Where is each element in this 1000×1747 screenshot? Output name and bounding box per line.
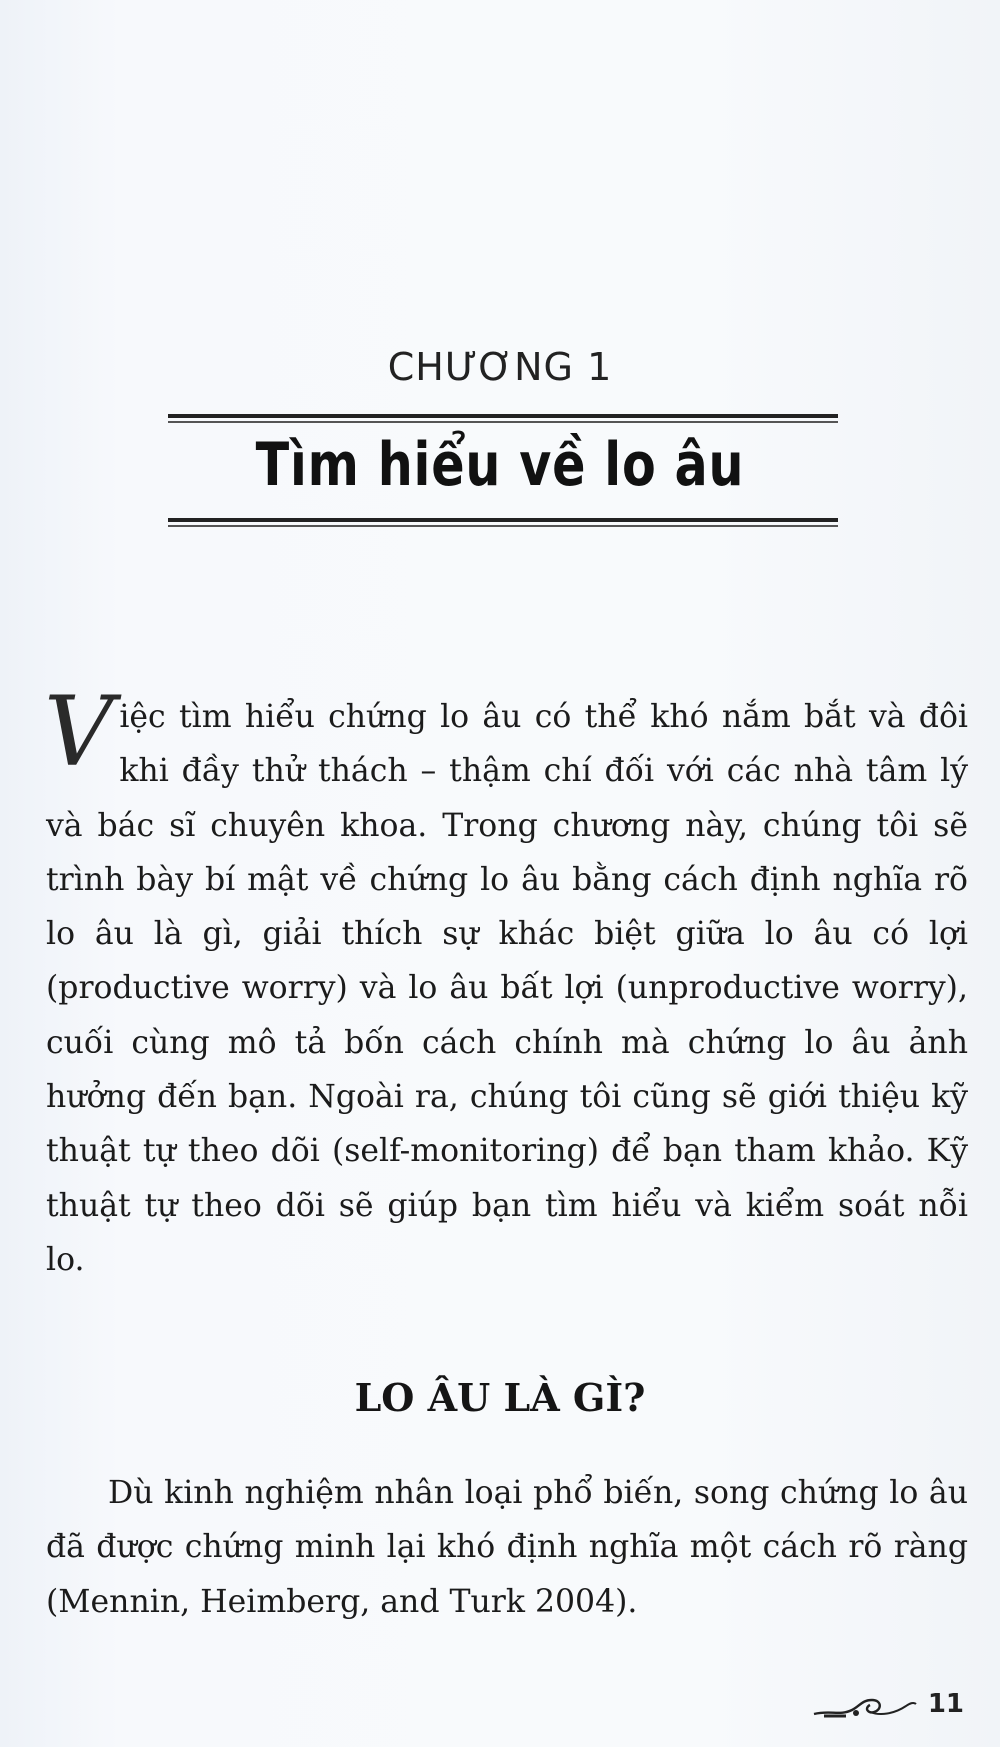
chapter-rule-bottom <box>168 518 838 522</box>
swirl-ornament-icon <box>810 1686 920 1722</box>
chapter-title: Tìm hiểu về lo âu <box>255 430 745 500</box>
page-footer <box>810 1686 964 1722</box>
chapter-label: CHƯƠNG 1 <box>387 345 613 389</box>
section-paragraph: Dù kinh nghiệm nhân loại phổ biến, song chứng lo âu đã được chứng minh lại khó định nghĩa một cách rõ ràng (Mennin, Heimberg, and Turk 2004). <box>46 1475 968 1620</box>
drop-cap: V <box>44 676 114 788</box>
chapter-rule-top <box>168 414 838 418</box>
page-number: 11 <box>927 1689 964 1719</box>
section-heading: LO ÂU LÀ GÌ? <box>354 1375 646 1420</box>
intro-paragraph <box>44 676 968 1287</box>
intro-paragraph-text: iệc tìm hiểu chứng lo âu có thể khó nắm bắt và đôi khi đầy thử thách – thậm chí đối với các nhà tâm lý và bác sĩ chuyên khoa. Trong chương này, chúng tôi sẽ trình bày bí mật về chứng lo âu bằng cách định nghĩa rõ lo âu là gì, giải thích sự khác biệt giữa lo âu có lợi (productive worry) và lo âu bất lợi (unproductive worry), cuối cùng mô tả bốn cách chính mà chứng lo âu ảnh hưởng đến bạn. Ngoài ra, chúng tôi cũng sẽ giới thiệu kỹ thuật tự theo dõi (self-monitoring) để bạn tham khảo. Kỹ thuật tự theo dõi sẽ giúp bạn tìm hiểu và kiểm soát nỗi lo. <box>46 699 968 1278</box>
